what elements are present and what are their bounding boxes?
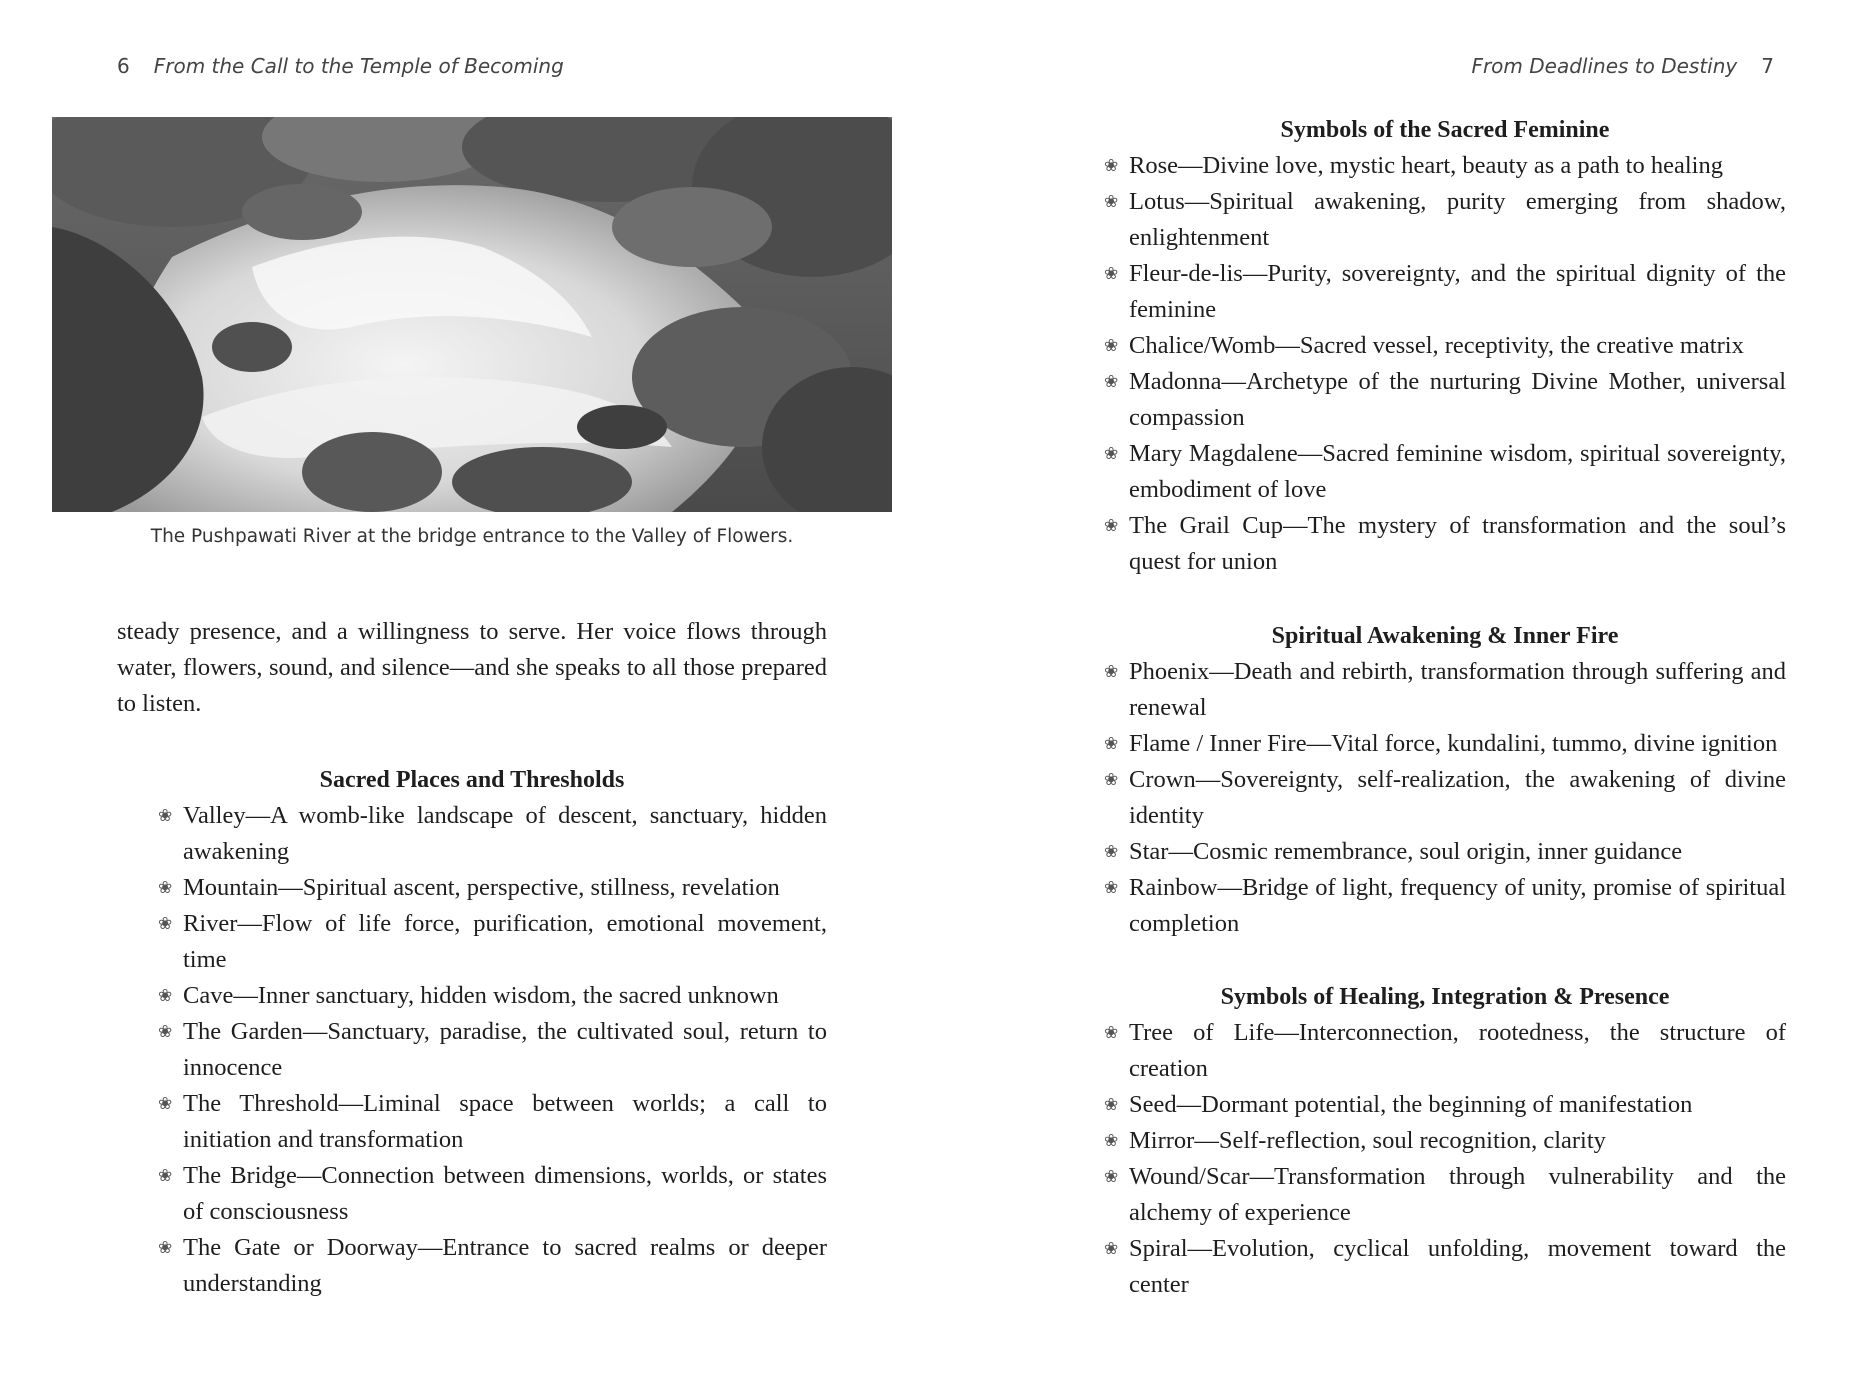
page-number: 6	[117, 54, 130, 78]
river-photo	[52, 117, 892, 512]
list-item: ❀ Crown—Sovereignty, self-realization, the awakening of divine identity	[1104, 762, 1786, 834]
symbol-list	[1104, 1015, 1786, 1303]
list-item: ❀ The Bridge—Connection between dimensions, worlds, or states of consciousness	[158, 1158, 827, 1230]
flower-dingbat-icon: ❀	[1104, 1095, 1119, 1114]
list-item: ❀ Seed—Dormant potential, the beginning of manifestation	[1104, 1087, 1786, 1123]
list-item: ❀ Star—Cosmic remembrance, soul origin, inner guidance	[1104, 834, 1786, 870]
running-head-right	[1471, 54, 1774, 78]
list-item: ❀ The Grail Cup—The mystery of transformation and the soul’s quest for union	[1104, 508, 1786, 580]
flower-dingbat-icon: ❀	[158, 914, 173, 933]
list-item: ❀ Rainbow—Bridge of light, frequency of unity, promise of spiritual completion	[1104, 870, 1786, 942]
list-item: ❀ Chalice/Womb—Sacred vessel, receptivity, the creative matrix	[1104, 328, 1786, 364]
list-item: ❀ Tree of Life—Interconnection, rootedness, the structure of creation	[1104, 1015, 1786, 1087]
flower-dingbat-icon: ❀	[1104, 770, 1119, 789]
list-item: ❀ Mary Magdalene—Sacred feminine wisdom, spiritual sovereignty, embodiment of love	[1104, 436, 1786, 508]
flower-dingbat-icon: ❀	[158, 806, 173, 825]
flower-dingbat-icon: ❀	[158, 1022, 173, 1041]
section-sacred-feminine	[1104, 112, 1786, 580]
flower-dingbat-icon: ❀	[1104, 734, 1119, 753]
flower-dingbat-icon: ❀	[1104, 444, 1119, 463]
list-item: ❀ The Gate or Doorway—Entrance to sacred realms or deeper understanding	[158, 1230, 827, 1302]
list-item: ❀ Lotus—Spiritual awakening, purity emerging from shadow, enlightenment	[1104, 184, 1786, 256]
list-item: ❀ Mirror—Self-reflection, soul recognition, clarity	[1104, 1123, 1786, 1159]
flower-dingbat-icon: ❀	[1104, 516, 1119, 535]
flower-dingbat-icon: ❀	[158, 1094, 173, 1113]
flower-dingbat-icon: ❀	[1104, 1023, 1119, 1042]
list-item: ❀ Cave—Inner sanctuary, hidden wisdom, the sacred unknown	[158, 978, 827, 1014]
list-item: ❀ The Garden—Sanctuary, paradise, the cultivated soul, return to innocence	[158, 1014, 827, 1086]
running-head-left	[117, 54, 564, 78]
page-number: 7	[1761, 54, 1774, 78]
flower-dingbat-icon: ❀	[1104, 336, 1119, 355]
section-heading: Spiritual Awakening & Inner Fire	[1271, 623, 1619, 649]
section-heading: Symbols of Healing, Integration & Presence	[1220, 984, 1670, 1010]
flower-dingbat-icon: ❀	[158, 1238, 173, 1257]
flower-dingbat-icon: ❀	[1104, 372, 1119, 391]
flower-dingbat-icon: ❀	[1104, 156, 1119, 175]
flower-dingbat-icon: ❀	[1104, 842, 1119, 861]
photo-caption: The Pushpawati River at the bridge entrance to the Valley of Flowers.	[150, 526, 794, 547]
flower-dingbat-icon: ❀	[158, 986, 173, 1005]
body-paragraph: steady presence, and a willingness to serve. Her voice flows through water, flowers, sound, and silence—and she speaks to all those prepared to listen.	[117, 618, 827, 717]
list-item: ❀ Madonna—Archetype of the nurturing Divine Mother, universal compassion	[1104, 364, 1786, 436]
section-heading: Symbols of the Sacred Feminine	[1280, 117, 1610, 143]
section-heading: Sacred Places and Thresholds	[319, 767, 625, 793]
flower-dingbat-icon: ❀	[1104, 878, 1119, 897]
list-item: ❀ Fleur-de-lis—Purity, sovereignty, and the spiritual dignity of the feminine	[1104, 256, 1786, 328]
list-item: ❀ Flame / Inner Fire—Vital force, kundalini, tummo, divine ignition	[1104, 726, 1786, 762]
running-head-title: From Deadlines to Destiny	[1471, 54, 1738, 78]
flower-dingbat-icon: ❀	[158, 878, 173, 897]
list-item: ❀ Rose—Divine love, mystic heart, beauty as a path to healing	[1104, 148, 1786, 184]
section-healing-integration	[1104, 979, 1786, 1303]
running-head-title: From the Call to the Temple of Becoming	[153, 54, 564, 78]
symbol-list	[1104, 654, 1786, 942]
list-item: ❀ Spiral—Evolution, cyclical unfolding, movement toward the center	[1104, 1231, 1786, 1303]
section-spiritual-awakening	[1104, 618, 1786, 942]
flower-dingbat-icon: ❀	[158, 1166, 173, 1185]
flower-dingbat-icon: ❀	[1104, 1239, 1119, 1258]
list-item: ❀ Valley—A womb-like landscape of descent, sanctuary, hidden awakening	[158, 798, 827, 870]
flower-dingbat-icon: ❀	[1104, 264, 1119, 283]
list-item: ❀ The Threshold—Liminal space between worlds; a call to initiation and transformation	[158, 1086, 827, 1158]
list-item: ❀ Mountain—Spiritual ascent, perspective, stillness, revelation	[158, 870, 827, 906]
symbol-list	[158, 798, 827, 1302]
section-sacred-places	[158, 762, 827, 1302]
list-item: ❀ Phoenix—Death and rebirth, transformation through suffering and renewal	[1104, 654, 1786, 726]
flower-dingbat-icon: ❀	[1104, 1131, 1119, 1150]
right-page	[933, 0, 1866, 1400]
flower-dingbat-icon: ❀	[1104, 662, 1119, 681]
list-item: ❀ River—Flow of life force, purification, emotional movement, time	[158, 906, 827, 978]
symbol-list	[1104, 148, 1786, 580]
flower-dingbat-icon: ❀	[1104, 1167, 1119, 1186]
list-item: ❀ Wound/Scar—Transformation through vulnerability and the alchemy of experience	[1104, 1159, 1786, 1231]
flower-dingbat-icon: ❀	[1104, 192, 1119, 211]
